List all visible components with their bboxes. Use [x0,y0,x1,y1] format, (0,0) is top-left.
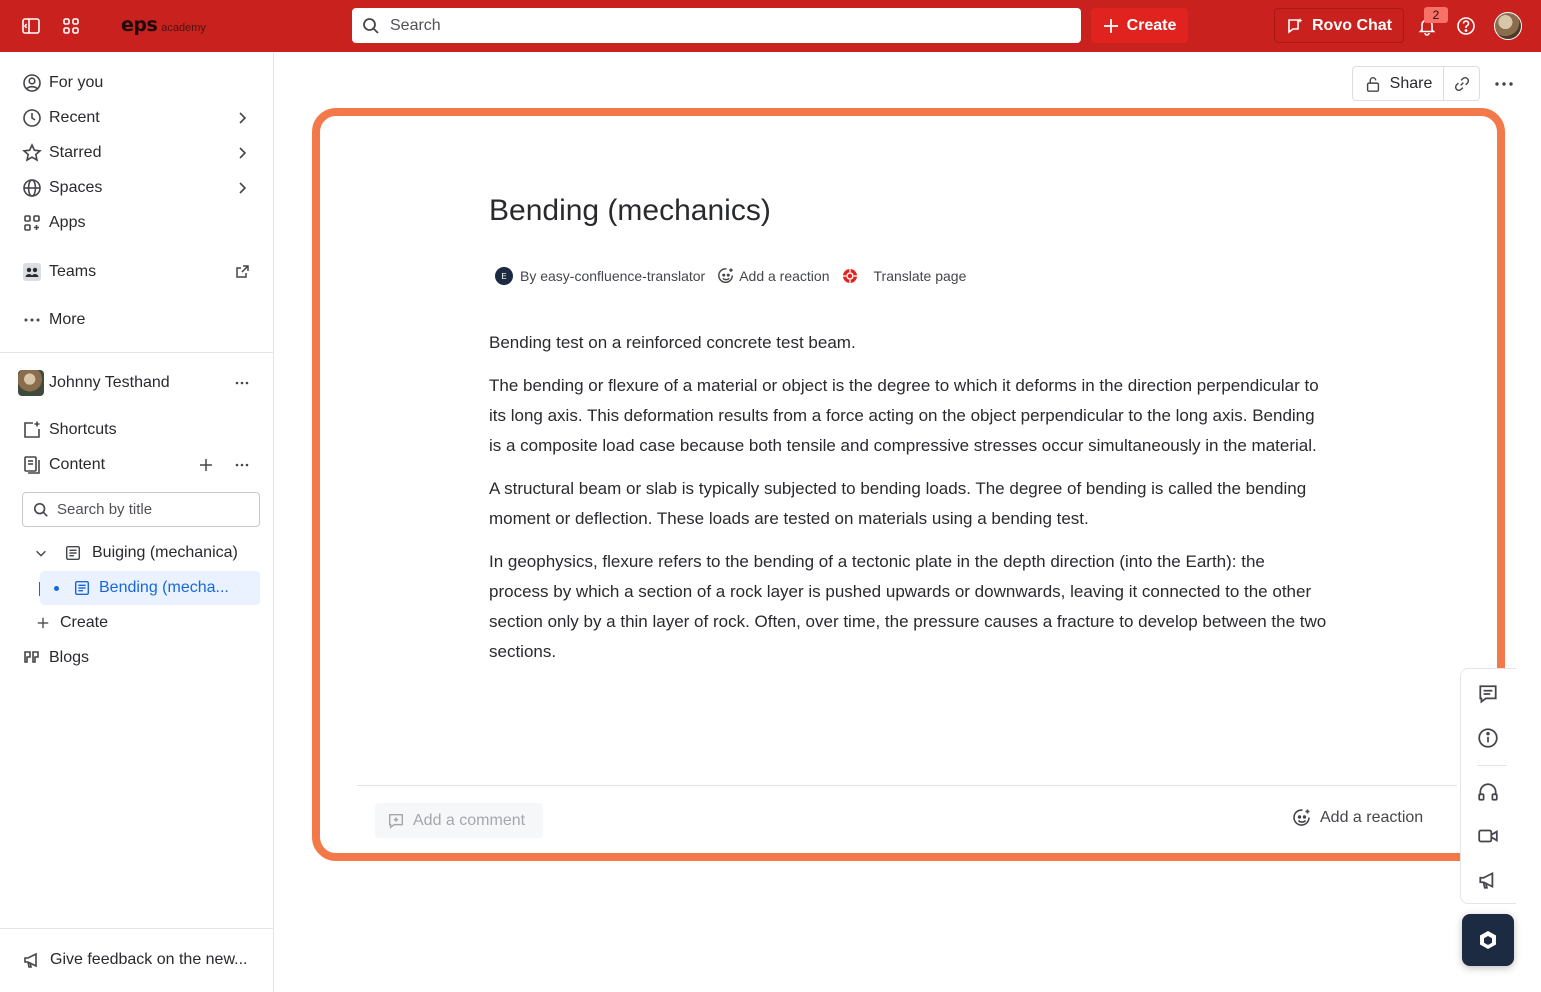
sidebar-item-label: Spaces [49,179,103,196]
help-icon[interactable] [1454,14,1478,38]
megaphone-icon [22,950,42,970]
info-icon[interactable] [1477,727,1499,749]
sidebar-item-label: Blogs [49,649,90,666]
globe-icon [22,178,42,198]
space-name: Johnny Testhand [49,374,170,391]
chevron-right-icon[interactable] [234,180,250,196]
tree-item-active[interactable] [40,571,260,605]
tree-item-parent[interactable] [34,536,238,570]
footer-divider [357,785,1457,786]
shortcut-icon [22,420,42,440]
copy-link-button[interactable] [1444,66,1480,101]
sidebar-item-label: For you [49,74,104,91]
sidebar [0,52,274,992]
rovo-logo-icon [1477,929,1499,951]
sidebar-item-blogs[interactable] [12,642,260,674]
search-icon [362,17,380,35]
lock-open-icon [1364,75,1382,93]
create-button-label: Create [1126,16,1177,34]
notification-count-badge: 2 [1424,7,1448,23]
share-label: Share [1389,74,1433,92]
page-icon [64,544,82,562]
sidebar-item-teams[interactable] [12,256,260,288]
chevron-right-icon[interactable] [234,110,250,126]
author-avatar[interactable]: E [495,267,513,285]
feedback-label: Give feedback on the new... [50,951,248,968]
add-comment-input[interactable] [375,803,543,838]
body-paragraph: The bending or flexure of a material or object is the degree to which it deforms in the direction perpendicular to its long axis. This deformation results from a force acting on the object perpendicular to the long axis. Bending is a composite load case because both tensile and compressive stresses occur simultaneously in the material. [489,376,1319,455]
more-actions-icon[interactable] [1490,70,1518,98]
page-byline [495,266,966,286]
top-navigation-bar [0,0,1541,52]
clock-icon [22,108,42,128]
footer-reaction-label: Add a reaction [1320,809,1424,826]
body-paragraph: A structural beam or slab is typically subjected to bending loads. The degree of bending is called the bending moment or deflection. These loads are tested on materials using a bending test. [489,479,1307,528]
content-pages-icon [22,455,42,475]
logo-text: eps [121,14,158,36]
rail-divider [1477,765,1507,766]
sidebar-item-recent[interactable] [12,102,260,134]
search-icon [33,502,49,518]
plus-icon [1103,18,1119,34]
sidebar-divider [0,352,273,353]
video-camera-icon[interactable] [1477,825,1499,847]
sidebar-item-label: Shortcuts [49,421,117,438]
quote-icon [22,648,42,668]
comment-add-icon [387,812,405,830]
plus-icon [36,616,50,630]
body-paragraph: Bending test on a reinforced concrete test beam. [489,333,856,352]
sidebar-item-shortcuts[interactable] [12,414,260,446]
rovo-chat-button[interactable] [1274,8,1404,43]
sidebar-item-apps[interactable] [12,207,260,239]
comments-icon[interactable] [1477,683,1499,705]
star-icon [22,143,42,163]
search-by-title-input[interactable] [22,492,260,527]
sidebar-item-more[interactable] [12,304,260,336]
teams-icon [22,262,42,282]
sidebar-item-label: Recent [49,109,100,126]
sidebar-bottom-divider [0,928,273,929]
emoji-add-icon [1292,808,1312,828]
site-logo[interactable] [121,14,206,36]
space-header[interactable] [12,367,260,399]
user-circle-icon [22,73,42,93]
search-by-title-placeholder: Search by title [57,501,153,518]
emoji-add-icon [717,267,735,285]
tree-item-label: Buiging (mechanica) [92,544,238,561]
sidebar-item-for-you[interactable] [12,67,260,99]
logo-subtext: academy [161,22,206,34]
add-reaction-link[interactable]: Add a reaction [739,268,830,284]
bullet-icon [54,586,59,591]
space-avatar [18,370,44,396]
sidebar-toggle-icon[interactable] [19,14,43,38]
chevron-down-icon[interactable] [34,546,54,560]
sidebar-item-label: Teams [49,263,97,280]
page-body [489,328,1329,680]
tree-create-button[interactable] [36,606,108,640]
add-content-icon[interactable] [198,457,214,473]
give-feedback-link[interactable] [22,950,247,970]
create-button[interactable] [1091,8,1188,43]
author-label[interactable]: By easy-confluence-translator [520,268,706,284]
rovo-assistant-button[interactable] [1462,914,1514,966]
right-side-rail [1460,668,1516,904]
user-avatar[interactable] [1494,12,1522,40]
sidebar-item-spaces[interactable] [12,172,260,204]
more-dots-icon[interactable] [234,375,250,391]
external-link-icon[interactable] [234,264,250,280]
translate-page-link[interactable]: Translate page [873,268,967,284]
sidebar-item-content[interactable] [12,449,260,481]
chevron-right-icon[interactable] [234,145,250,161]
tree-create-label: Create [60,614,109,631]
footer-add-reaction-button[interactable] [1292,808,1423,828]
megaphone-icon[interactable] [1477,869,1499,891]
sidebar-item-label: Content [49,456,106,473]
app-switcher-icon[interactable] [59,14,83,38]
headphones-icon[interactable] [1477,781,1499,803]
chat-sparkle-icon [1286,17,1304,35]
sidebar-item-label: Starred [49,144,102,161]
more-dots-icon[interactable] [234,457,250,473]
sidebar-item-label: Apps [49,214,86,231]
page-title: Bending (mechanics) [489,194,771,227]
rovo-chat-label: Rovo Chat [1312,16,1392,34]
page-icon [73,579,91,597]
link-icon [1453,75,1471,93]
more-dots-icon [22,310,42,330]
global-search-input[interactable] [352,8,1081,43]
apps-grid-icon [22,213,42,233]
tree-item-label: Bending (mecha... [99,579,229,596]
add-comment-placeholder: Add a comment [413,811,526,829]
search-placeholder: Search [390,16,441,34]
translate-icon [842,268,858,284]
sidebar-item-starred[interactable] [12,137,260,169]
sidebar-item-label: More [49,311,86,328]
share-button[interactable] [1352,66,1444,101]
body-paragraph: In geophysics, flexure refers to the bending of a tectonic plate in the depth direction (into the Earth): the process by which a section of a rock layer is pushed upwards or downwards, leaving it connected to the other section only by a thin layer of rock. Often, over time, the pressure causes a fracture to develop between the two sections. [489,552,1327,661]
